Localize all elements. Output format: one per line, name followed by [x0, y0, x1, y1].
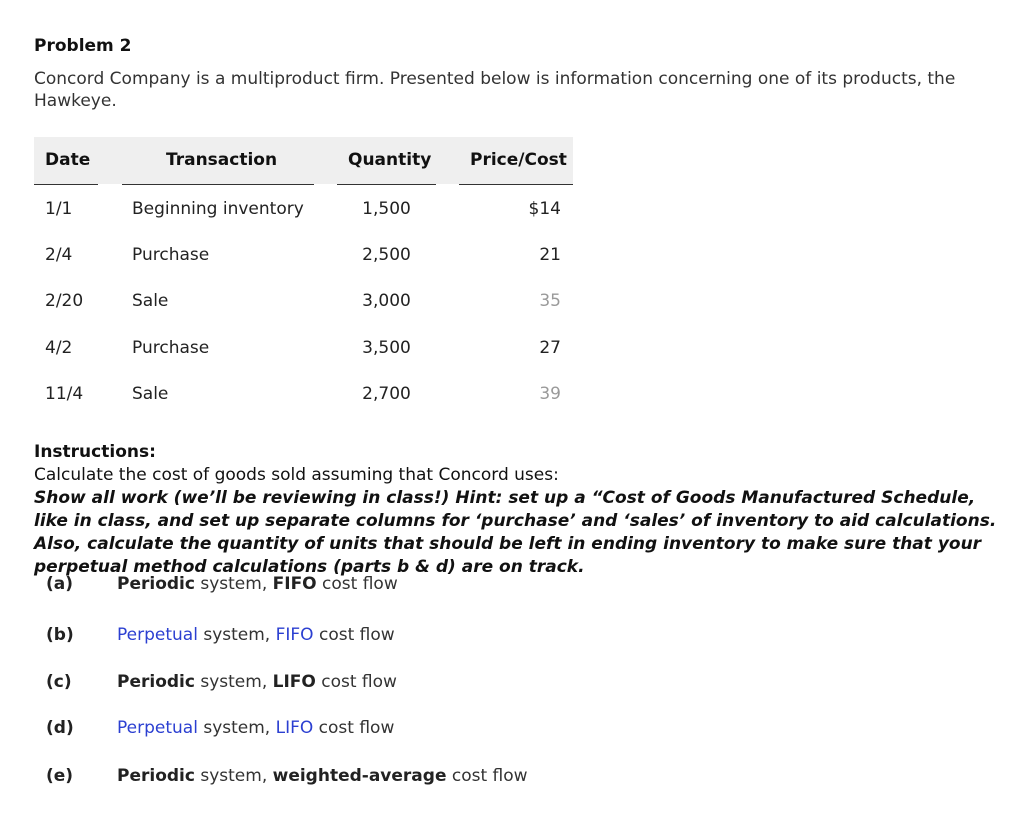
problem-title: Problem 2 — [34, 36, 132, 56]
part-c-method: Periodic — [117, 672, 195, 692]
row-3-transaction: Sale — [132, 291, 169, 311]
part-d-flow: LIFO — [275, 718, 314, 738]
row-5-date: 11/4 — [45, 384, 84, 404]
part-a-flow: FIFO — [272, 574, 317, 594]
row-1-price: $14 — [528, 199, 561, 219]
header-price: Price/Cost — [470, 150, 567, 170]
row-2-quantity: 2,500 — [362, 245, 411, 265]
header-quantity: Quantity — [348, 150, 432, 170]
part-b-method: Perpetual — [117, 625, 198, 645]
part-e-label: (e) — [46, 766, 74, 786]
header-rule-date — [34, 184, 98, 185]
part-b-flow: FIFO — [275, 625, 314, 645]
header-date: Date — [45, 150, 91, 170]
row-1-transaction: Beginning inventory — [132, 199, 304, 219]
part-b-tail: cost flow — [313, 625, 395, 645]
part-a-description — [117, 574, 398, 594]
row-5-price: 39 — [539, 384, 561, 404]
part-a-method: Periodic — [117, 574, 195, 594]
row-1-date: 1/1 — [45, 199, 73, 219]
instructions-block — [34, 441, 1009, 579]
problem-intro: Concord Company is a multiproduct firm. Presented below is information concerning one of its products, the Hawkeye. — [34, 69, 956, 111]
part-d-label: (d) — [46, 718, 74, 738]
row-4-price: 27 — [539, 338, 561, 358]
part-b-description — [117, 625, 395, 645]
part-b-mid: system, — [197, 625, 276, 645]
part-d-method: Perpetual — [117, 718, 198, 738]
instructions-heading: Instructions: — [34, 442, 156, 462]
row-4-date: 4/2 — [45, 338, 73, 358]
part-e-description — [117, 766, 528, 786]
part-e-mid: system, — [194, 766, 273, 786]
header-transaction: Transaction — [166, 150, 278, 170]
part-b-label: (b) — [46, 625, 74, 645]
part-e-tail: cost flow — [446, 766, 528, 786]
transactions-table — [34, 137, 574, 427]
part-e-method: Periodic — [117, 766, 195, 786]
row-3-quantity: 3,000 — [362, 291, 411, 311]
part-c-tail: cost flow — [315, 672, 397, 692]
row-2-transaction: Purchase — [132, 245, 210, 265]
part-d-mid: system, — [197, 718, 276, 738]
row-4-quantity: 3,500 — [362, 338, 411, 358]
row-2-date: 2/4 — [45, 245, 73, 265]
row-1-quantity: 1,500 — [362, 199, 411, 219]
header-rule-quantity — [337, 184, 436, 185]
part-a-label: (a) — [46, 574, 74, 594]
row-4-transaction: Purchase — [132, 338, 210, 358]
part-a-tail: cost flow — [316, 574, 398, 594]
row-2-price: 21 — [539, 245, 561, 265]
row-5-quantity: 2,700 — [362, 384, 411, 404]
part-c-description — [117, 672, 397, 692]
instructions-hint: Show all work (we’ll be reviewing in class!) Hint: set up a “Cost of Goods Manufactured Schedule, like in class, and set up separate columns for ‘purchase’ and ‘sales’ of inventory to aid calculations. Also, calculate the quantity of units that should be left in ending inventory to make sure that your perpetual method calculations (parts b & d) are on track. — [34, 488, 997, 577]
part-a-mid: system, — [194, 574, 273, 594]
row-5-transaction: Sale — [132, 384, 169, 404]
part-d-description — [117, 718, 394, 738]
part-d-tail: cost flow — [313, 718, 395, 738]
instructions-line: Calculate the cost of goods sold assuming that Concord uses: — [34, 465, 559, 485]
row-3-date: 2/20 — [45, 291, 84, 311]
part-c-label: (c) — [46, 672, 72, 692]
part-e-flow: weighted-average — [272, 766, 447, 786]
header-rule-price — [459, 184, 573, 185]
part-c-flow: LIFO — [272, 672, 316, 692]
header-rule-transaction — [122, 184, 314, 185]
row-3-price: 35 — [539, 291, 561, 311]
part-c-mid: system, — [194, 672, 273, 692]
